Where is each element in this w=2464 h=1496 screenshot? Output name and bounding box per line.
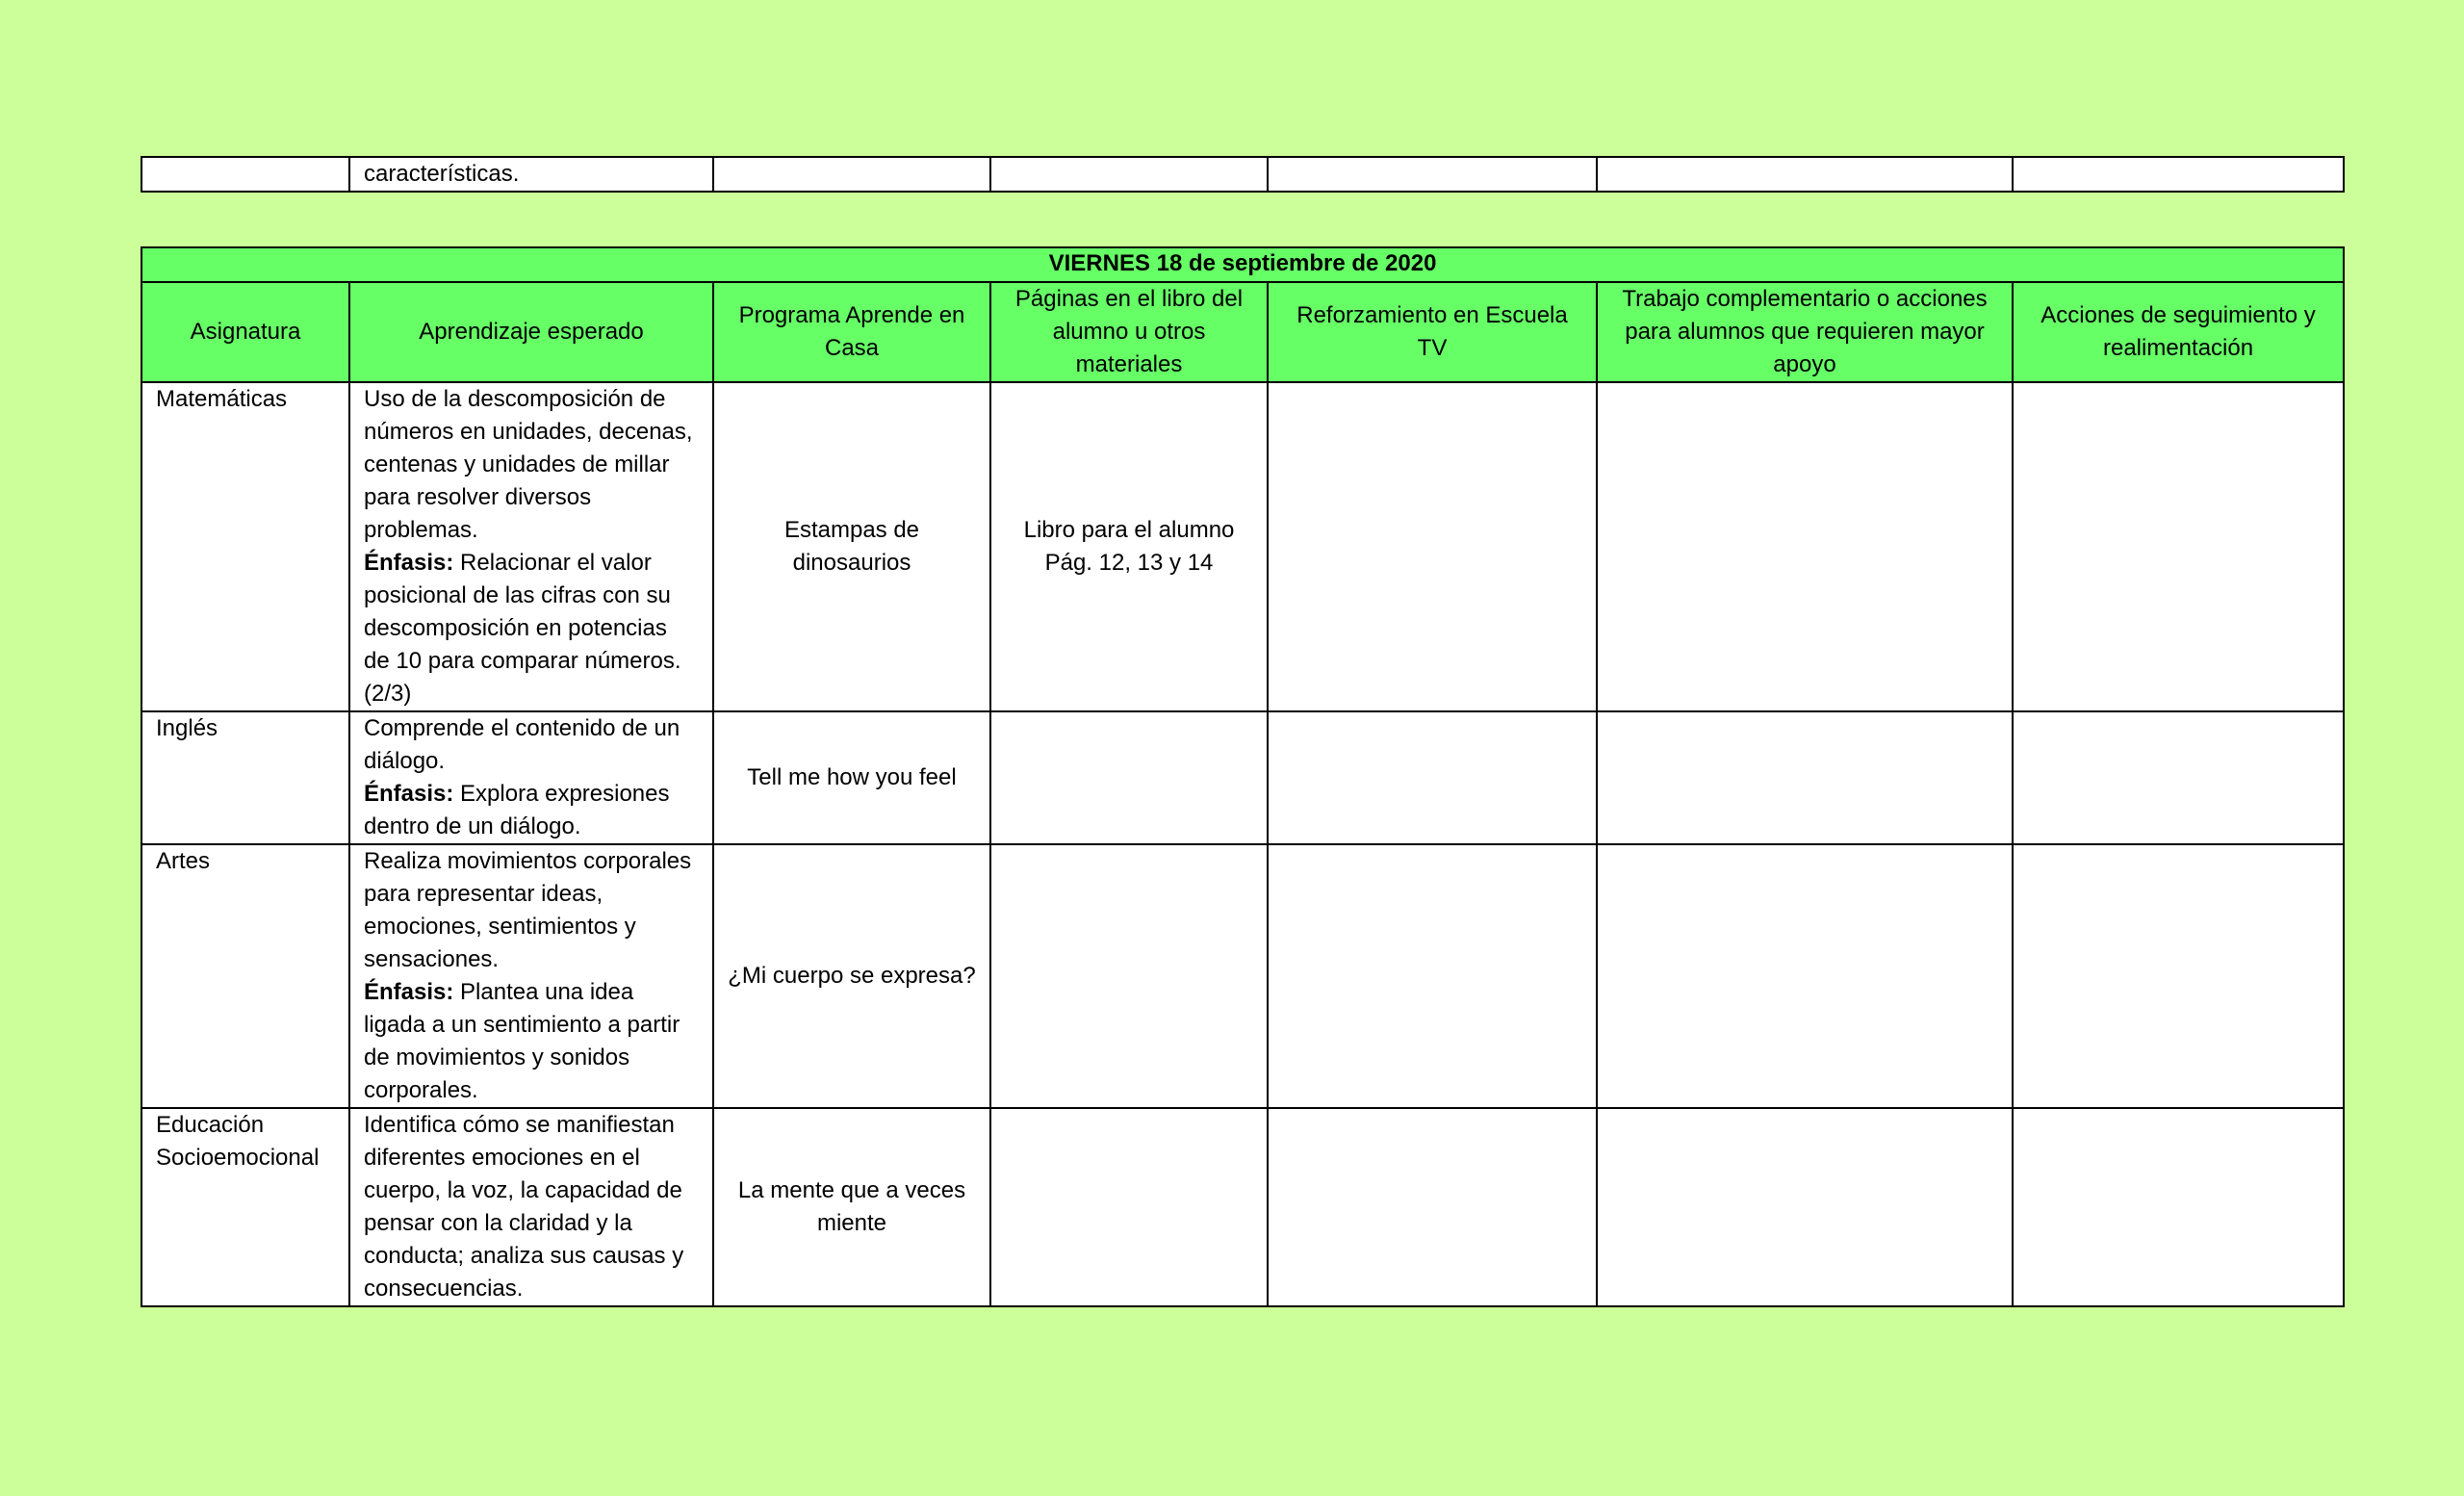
table-cell	[1268, 157, 1597, 192]
pages-cell	[990, 1108, 1268, 1306]
table-cell	[1597, 157, 2013, 192]
pages-cell	[990, 844, 1268, 1108]
header-pages: Páginas en el libro del alumno u otros materiales	[990, 282, 1268, 382]
tv-cell	[1268, 382, 1597, 711]
table-title: VIERNES 18 de septiembre de 2020	[141, 247, 2344, 282]
subject-cell: Artes	[141, 844, 349, 1108]
extra-work-cell	[1597, 382, 2013, 711]
program-cell: ¿Mi cuerpo se expresa?	[713, 844, 990, 1108]
pages-cell: Libro para el alumno Pág. 12, 13 y 14	[990, 382, 1268, 711]
learning-cell	[349, 844, 713, 1108]
table-row	[141, 157, 2344, 192]
header-program: Programa Aprende en Casa	[713, 282, 990, 382]
followup-cell	[2013, 1108, 2344, 1306]
tv-cell	[1268, 711, 1597, 844]
followup-cell	[2013, 844, 2344, 1108]
table-row	[141, 1108, 2344, 1306]
table-title-row	[141, 247, 2344, 282]
schedule-table	[141, 246, 2345, 1307]
learning-text: Uso de la descomposición de números en unidades, decenas, centenas y unidades de millar para resolver diversos problemas.	[364, 386, 693, 543]
program-cell: Tell me how you feel	[713, 711, 990, 844]
learning-text: Comprende el contenido de un diálogo.	[364, 715, 680, 774]
emphasis-label: Énfasis:	[364, 781, 454, 807]
header-followup: Acciones de seguimiento y realimentación	[2013, 282, 2344, 382]
extra-work-cell	[1597, 711, 2013, 844]
table-header-row	[141, 282, 2344, 382]
learning-cell	[349, 382, 713, 711]
subject-cell: Matemáticas	[141, 382, 349, 711]
program-cell: Estampas de dinosaurios	[713, 382, 990, 711]
tv-cell	[1268, 844, 1597, 1108]
program-cell: La mente que a veces miente	[713, 1108, 990, 1306]
subject-cell: Educación Socioemocional	[141, 1108, 349, 1306]
table-cell	[2013, 157, 2344, 192]
tv-cell	[1268, 1108, 1597, 1306]
learning-cell	[349, 711, 713, 844]
header-learning: Aprendizaje esperado	[349, 282, 713, 382]
table-cell	[141, 157, 349, 192]
extra-work-cell	[1597, 844, 2013, 1108]
followup-cell	[2013, 711, 2344, 844]
learning-text: Realiza movimientos corporales para representar ideas, emociones, sentimientos y sensaciones.	[364, 848, 692, 972]
pages-cell	[990, 711, 1268, 844]
table-row	[141, 382, 2344, 711]
previous-table-fragment	[141, 156, 2345, 193]
emphasis-text: Relacionar el valor posicional de las cifras con su descomposición en potencias de 10 para comparar números. (2/3)	[364, 550, 681, 707]
subject-cell: Inglés	[141, 711, 349, 844]
emphasis-text: Explora expresiones dentro de un diálogo.	[364, 781, 670, 839]
table-row	[141, 711, 2344, 844]
emphasis-text: Plantea una idea ligada a un sentimiento a partir de movimientos y sonidos corporales.	[364, 979, 680, 1103]
table-cell	[990, 157, 1268, 192]
emphasis-label: Énfasis:	[364, 979, 454, 1005]
table-cell: características.	[349, 157, 713, 192]
table-row	[141, 844, 2344, 1108]
header-subject: Asignatura	[141, 282, 349, 382]
extra-work-cell	[1597, 1108, 2013, 1306]
header-tv: Reforzamiento en Escuela TV	[1268, 282, 1597, 382]
emphasis-label: Énfasis:	[364, 550, 454, 576]
learning-cell: Identifica cómo se manifiestan diferentes emociones en el cuerpo, la voz, la capacidad de pensar con la claridad y la conducta; analiza sus causas y consecuencias.	[349, 1108, 713, 1306]
table-cell	[713, 157, 990, 192]
followup-cell	[2013, 382, 2344, 711]
header-extra-work: Trabajo complementario o acciones para alumnos que requieren mayor apoyo	[1597, 282, 2013, 382]
